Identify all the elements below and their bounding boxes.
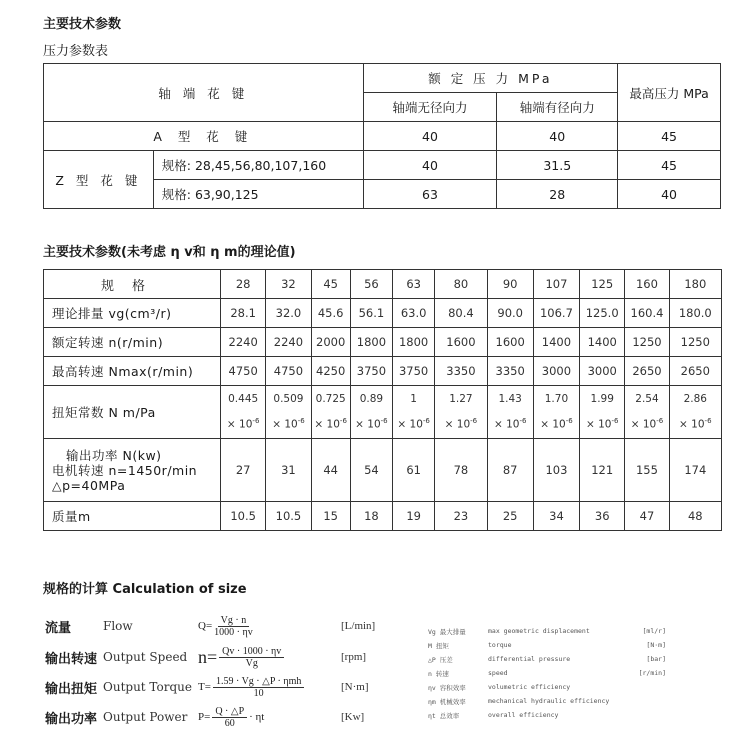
size-header-cell: 80	[435, 270, 487, 299]
torque-multiplier	[393, 410, 434, 436]
multiplier-exponent: -6	[656, 417, 664, 426]
formula-name-en: Flow	[103, 619, 133, 633]
cell: 40	[363, 151, 497, 180]
torque-cell	[669, 386, 721, 439]
value-cell: 3750	[350, 357, 392, 386]
value-cell: 1250	[625, 328, 669, 357]
cell: 40	[497, 122, 618, 151]
multiplier-exponent: -6	[470, 417, 478, 426]
size-header-cell: 180	[669, 270, 721, 299]
value-cell: 155	[625, 439, 669, 502]
torque-cell	[533, 386, 579, 439]
legend-description: overall efficiency	[488, 711, 559, 719]
legend-description: speed	[488, 669, 508, 677]
legend-row	[428, 708, 666, 722]
header-rated: 额 定 压 力 MPa	[363, 64, 618, 93]
legend-description: max geometric displacement	[488, 627, 590, 635]
value-cell: 2000	[311, 328, 350, 357]
formula-expression	[198, 615, 333, 638]
formula-numerator: Q · △P	[212, 706, 247, 718]
header-spline: 轴 端 花 键	[44, 64, 364, 122]
spec-table-title: 主要技术参数(未考虑 η v和 η m的理论值)	[43, 245, 296, 260]
formula-name-cn: 流量	[45, 620, 72, 636]
formula-numerator: Qv · 1000 · ηv	[219, 646, 284, 658]
value-cell: 2650	[669, 357, 721, 386]
size-header-label: 规格	[44, 270, 221, 299]
value-cell: 106.7	[533, 299, 579, 328]
multiplier-base: × 10	[314, 418, 340, 431]
table-row	[44, 122, 721, 151]
row-label-power	[44, 439, 221, 502]
torque-value: 0.509	[273, 393, 304, 406]
cell: 63	[363, 180, 497, 209]
formula-numerator: Vg · n	[218, 615, 250, 627]
formula-denominator: Vg	[245, 657, 258, 669]
value-cell: 4750	[266, 357, 311, 386]
formula-row	[45, 643, 366, 671]
torque-value: 1.70	[544, 393, 569, 406]
torque-multiplier	[266, 410, 310, 436]
torque-multiplier	[221, 410, 265, 436]
spec-cell: 规格: 63,90,125	[153, 180, 363, 209]
power-label-line3: △p=40MPa	[52, 477, 126, 493]
formula-expression	[198, 646, 333, 669]
rated-speed-row	[44, 328, 722, 357]
formula-unit: [rpm]	[341, 651, 367, 663]
torque-cell	[393, 386, 435, 439]
value-cell: 125.0	[580, 299, 625, 328]
value-cell: 1250	[669, 328, 721, 357]
value-cell: 2650	[625, 357, 669, 386]
spec-table	[43, 269, 722, 531]
formula-fraction	[212, 706, 247, 729]
formula-name-en: Output Speed	[103, 650, 188, 664]
value-cell: 1400	[533, 328, 579, 357]
size-header-row	[44, 270, 722, 299]
multiplier-base: × 10	[226, 418, 253, 431]
header-max: 最高压力 MPa	[618, 64, 721, 122]
cell: 45	[618, 122, 721, 151]
row-label: 理论排量 vg(cm³/r)	[44, 299, 221, 328]
value-cell: 78	[435, 439, 487, 502]
multiplier-base: × 10	[397, 418, 423, 431]
size-header-cell: 63	[393, 270, 435, 299]
torque-value: 0.89	[359, 393, 384, 406]
multiplier-exponent: -6	[339, 417, 347, 426]
value-cell: 3000	[533, 357, 579, 386]
cell: 40	[363, 122, 497, 151]
value-cell: 160.4	[625, 299, 669, 328]
legend-symbol: ηm 机械效率	[428, 697, 466, 706]
size-header-cell: 107	[533, 270, 579, 299]
pressure-table-title: 压力参数表	[43, 44, 109, 59]
formula-row	[45, 703, 364, 731]
value-cell: 44	[311, 439, 350, 502]
value-cell: 3350	[435, 357, 487, 386]
legend-unit: [bar]	[646, 655, 666, 663]
multiplier-exponent: -6	[422, 417, 430, 426]
power-label-line1: 输出功率 N(kw)	[66, 447, 162, 463]
torque-value: 1.27	[449, 393, 473, 406]
formula-name-cn: 输出功率	[45, 711, 98, 727]
value-cell: 3350	[487, 357, 533, 386]
size-header-cell: 28	[221, 270, 266, 299]
legend-description: volumetric efficiency	[488, 683, 571, 691]
torque-cell	[625, 386, 669, 439]
legend-row	[428, 666, 666, 680]
formula-name-en: Output Power	[103, 710, 188, 724]
size-header-cell: 125	[580, 270, 625, 299]
legend-row	[428, 652, 666, 666]
formula-unit: [Kw]	[341, 711, 365, 723]
torque-value: 2.86	[683, 393, 707, 406]
multiplier-base: × 10	[540, 418, 566, 431]
row-label: 扭矩常数 N m/Pa	[44, 386, 221, 439]
row-label: 额定转速 n(r/min)	[44, 328, 221, 357]
legend-symbol: ηv 容积效率	[428, 683, 466, 692]
torque-cell	[311, 386, 350, 439]
torque-cell	[266, 386, 311, 439]
value-cell: 87	[487, 439, 533, 502]
power-row	[44, 439, 722, 502]
formula-expression	[198, 706, 333, 729]
multiplier-base: × 10	[493, 418, 520, 431]
cell: 28	[497, 180, 618, 209]
main-heading: 主要技术参数	[43, 17, 122, 32]
formula-name-en: Output Torque	[103, 680, 192, 694]
table-row	[44, 151, 721, 180]
legend-symbol: Vg 最大排量	[428, 627, 466, 636]
multiplier-base: × 10	[355, 418, 381, 431]
size-header-cell: 56	[350, 270, 392, 299]
value-cell: 4250	[311, 357, 350, 386]
cell: 31.5	[497, 151, 618, 180]
symbol-legend	[428, 624, 666, 722]
legend-unit: [r/min]	[638, 669, 666, 677]
spec-cell: 规格: 28,45,56,80,107,160	[153, 151, 363, 180]
multiplier-exponent: -6	[565, 417, 573, 426]
value-cell: 103	[533, 439, 579, 502]
displacement-row	[44, 299, 722, 328]
legend-row	[428, 680, 666, 694]
formula-expression	[198, 676, 333, 699]
formula-lhs: P=	[198, 711, 211, 723]
legend-description: differential pressure	[488, 655, 571, 663]
torque-multiplier	[670, 410, 721, 436]
formula-row	[45, 612, 375, 640]
formula-denominator: 60	[224, 717, 235, 729]
torque-cell	[580, 386, 625, 439]
type-a: A 型 花 键	[44, 122, 364, 151]
value-cell: 45.6	[311, 299, 350, 328]
multiplier-exponent: -6	[611, 417, 619, 426]
size-header-cell: 32	[266, 270, 311, 299]
multiplier-base: × 10	[585, 418, 612, 431]
value-cell: 48	[669, 502, 721, 531]
multiplier-exponent: -6	[380, 417, 388, 426]
formula-name-cn: 输出扭矩	[45, 681, 98, 697]
legend-symbol: ηt 总效率	[428, 711, 460, 720]
value-cell: 47	[625, 502, 669, 531]
value-cell: 10.5	[266, 502, 311, 531]
cell: 40	[618, 180, 721, 209]
torque-multiplier	[580, 410, 624, 436]
formula-unit: [L/min]	[341, 620, 376, 632]
value-cell: 28.1	[221, 299, 266, 328]
value-cell: 180.0	[669, 299, 721, 328]
legend-symbol: M 扭矩	[428, 641, 449, 650]
value-cell: 1800	[393, 328, 435, 357]
legend-description: torque	[488, 641, 512, 649]
header-radial: 轴端有径向力	[497, 93, 618, 122]
torque-cell	[487, 386, 533, 439]
value-cell: 18	[350, 502, 392, 531]
value-cell: 54	[350, 439, 392, 502]
torque-multiplier	[625, 410, 668, 436]
formula-fraction	[219, 646, 284, 669]
multiplier-base: × 10	[679, 418, 705, 431]
value-cell: 3750	[393, 357, 435, 386]
value-cell: 32.0	[266, 299, 311, 328]
torque-value: 1.43	[498, 393, 522, 406]
torque-value: 0.445	[228, 393, 259, 406]
formula-name-cn: 输出转速	[45, 651, 98, 667]
calculation-title: 规格的计算 Calculation of size	[43, 582, 247, 597]
formula-lhs: n=	[198, 646, 218, 667]
row-label: 最高转速 Nmax(r/min)	[44, 357, 221, 386]
value-cell: 2240	[266, 328, 311, 357]
value-cell: 23	[435, 502, 487, 531]
value-cell: 4750	[221, 357, 266, 386]
torque-multiplier	[534, 410, 579, 436]
value-cell: 80.4	[435, 299, 487, 328]
value-cell: 63.0	[393, 299, 435, 328]
torque-multiplier	[488, 410, 533, 436]
value-cell: 1800	[350, 328, 392, 357]
multiplier-exponent: -6	[519, 417, 527, 426]
multiplier-base: × 10	[444, 418, 471, 431]
torque-multiplier	[351, 410, 392, 436]
pressure-header-row	[44, 64, 721, 93]
legend-row	[428, 694, 666, 708]
torque-value: 0.725	[315, 393, 346, 406]
type-z: Z 型 花 键	[44, 151, 154, 209]
value-cell: 1400	[580, 328, 625, 357]
value-cell: 25	[487, 502, 533, 531]
legend-symbol: n 转速	[428, 669, 449, 678]
max-speed-row	[44, 357, 722, 386]
torque-cell	[350, 386, 392, 439]
formula-row	[45, 673, 369, 701]
value-cell: 15	[311, 502, 350, 531]
multiplier-base: × 10	[630, 418, 657, 431]
value-cell: 36	[580, 502, 625, 531]
legend-unit: [ml/r]	[642, 627, 666, 635]
formula-tail: · ηt	[249, 711, 265, 723]
row-label: 质量m	[44, 502, 221, 531]
formula-unit: [N·m]	[341, 681, 369, 693]
cell: 45	[618, 151, 721, 180]
formula-denominator: 1000 · ηv	[214, 626, 253, 638]
value-cell: 61	[393, 439, 435, 502]
legend-row	[428, 638, 666, 652]
torque-value: 1.99	[590, 393, 614, 406]
torque-cell	[221, 386, 266, 439]
torque-multiplier	[435, 410, 486, 436]
header-no-radial: 轴端无径向力	[363, 93, 497, 122]
legend-symbol: △P 压差	[428, 655, 453, 664]
value-cell: 31	[266, 439, 311, 502]
formula-lhs: T=	[198, 681, 211, 693]
value-cell: 27	[221, 439, 266, 502]
value-cell: 10.5	[221, 502, 266, 531]
torque-value: 2.54	[635, 393, 659, 406]
legend-description: mechanical hydraulic efficiency	[488, 697, 610, 705]
multiplier-exponent: -6	[704, 417, 712, 426]
formula-denominator: 10	[253, 687, 264, 699]
size-header-cell: 160	[625, 270, 669, 299]
value-cell: 56.1	[350, 299, 392, 328]
multiplier-exponent: -6	[252, 417, 260, 426]
multiplier-exponent: -6	[297, 417, 305, 426]
value-cell: 1600	[487, 328, 533, 357]
value-cell: 3000	[580, 357, 625, 386]
value-cell: 1600	[435, 328, 487, 357]
value-cell: 90.0	[487, 299, 533, 328]
value-cell: 34	[533, 502, 579, 531]
formula-fraction	[214, 615, 253, 638]
legend-row	[428, 624, 666, 638]
value-cell: 19	[393, 502, 435, 531]
pressure-table	[43, 63, 721, 209]
formula-numerator: 1.59 · Vg · △P · ηmh	[213, 676, 304, 688]
legend-unit: [N·m]	[646, 641, 666, 649]
torque-value: 1	[410, 393, 417, 406]
value-cell: 2240	[221, 328, 266, 357]
size-header-cell: 90	[487, 270, 533, 299]
size-header-cell: 45	[311, 270, 350, 299]
torque-cell	[435, 386, 487, 439]
torque-row	[44, 386, 722, 439]
formula-lhs: Q=	[198, 620, 213, 632]
mass-row	[44, 502, 722, 531]
power-label-line2: 电机转速 n=1450r/min	[52, 462, 198, 478]
formula-fraction	[213, 676, 304, 699]
value-cell: 174	[669, 439, 721, 502]
multiplier-base: × 10	[272, 418, 298, 431]
torque-multiplier	[312, 410, 350, 436]
value-cell: 121	[580, 439, 625, 502]
